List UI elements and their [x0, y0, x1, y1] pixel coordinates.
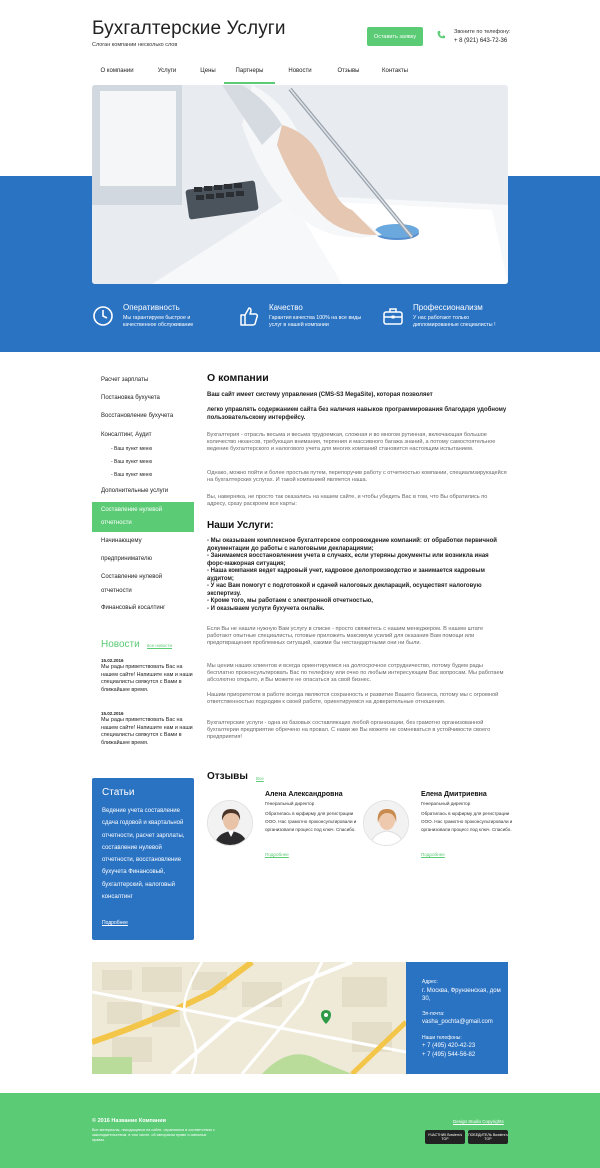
sidebar-item-label: Составление нулевой	[101, 507, 163, 513]
sidebar-item-restore[interactable]: Восстановление бухучета	[101, 413, 174, 419]
nav-item-prices[interactable]: Цены	[200, 68, 216, 74]
sidebar-item-consulting[interactable]: Консалтинг, Аудит	[101, 432, 152, 438]
paragraph: Бухгалтерия - отрасль весьма и весьма трудоемкая, сложная и во многом рутинная, включающая большое количество нюансов, требующая внимания, терпения и массивного багажа знаний, а потому самостоятельное ведение бухгалтерского и налогового учета для многих компаний становится настоящим испытанием.	[207, 432, 496, 453]
news-date: 15.02.2016	[101, 711, 124, 716]
avatar	[207, 800, 253, 846]
phone-label: Звоните по телефону:	[454, 29, 511, 35]
review-card	[207, 790, 357, 862]
sidebar-item-beginner[interactable]: Начинающему	[101, 538, 142, 544]
feature-title: Качество	[269, 303, 303, 312]
page-title: О компании	[207, 372, 269, 384]
lead-text: Ваш сайт имеет систему управления (CMS-S3 MegaSite), которая позволяет	[207, 392, 433, 398]
articles-more-link[interactable]: Подробнее	[102, 920, 128, 926]
map-illustration	[92, 962, 406, 1074]
nav-item-news[interactable]: Новости	[288, 68, 312, 74]
review-text: Обратилась в юрфирму для регистрации ООО. Нас грамотно проконсультировали и организовали процесс под ключ. Спасибо.	[265, 811, 357, 832]
rating-badge[interactable]: ПОБЕДИТЕЛЬ Bowlers's TOP	[468, 1130, 508, 1144]
footer-note: Все материалы, находящиеся на сайте, охраняются в соответствии с законодательством, в том числе, об авторском праве и смежных правах	[92, 1128, 215, 1142]
avatar	[363, 800, 409, 846]
sidebar-item-payroll[interactable]: Расчет зарплаты	[101, 377, 149, 383]
sidebar-subitem[interactable]: - Ваш пункт меню	[111, 446, 153, 452]
services-title: Наши Услуги:	[207, 520, 274, 531]
lead-text: легко управлять содержанием сайта без наличия навыков программирования благодаря удобному пользовательскому интерфейсу.	[207, 407, 507, 421]
phone-number[interactable]: + 8 (921) 643-72-36	[454, 38, 508, 44]
sidebar-item-finance[interactable]: Финансовый косалтинг	[101, 605, 166, 611]
news-item[interactable]	[101, 657, 199, 694]
feature-desc: У нас работают только дипломированные специалисты !	[413, 315, 496, 328]
sidebar-subitem[interactable]: - Ваш пункт меню	[111, 472, 153, 478]
nav-item-services[interactable]: Услуги	[157, 68, 177, 74]
reviews-all-link[interactable]: Все	[256, 776, 264, 781]
nav-item-reviews[interactable]: Отзывы	[337, 68, 360, 74]
sidebar-subitem[interactable]: - Ваш пункт меню	[111, 459, 153, 465]
email-value[interactable]: vasha_pochta@gmail.com	[422, 1019, 493, 1025]
phones-label: Наши телефоны:	[422, 1035, 462, 1041]
sidebar-item-entrepreneur[interactable]: предпринимателю	[101, 556, 153, 562]
clock-icon	[92, 305, 114, 327]
phone-icon	[436, 30, 446, 40]
review-position: Генеральный директор	[265, 801, 315, 806]
articles-heading: Статьи	[102, 787, 135, 798]
news-text: Мы рады приветствовать Вас на нашем сайте! Напишите нам и наши специалисты свяжутся с Вами в ближайшее время.	[101, 664, 193, 693]
paragraph: Вы, наверняка, не просто так оказались на нашем сайте, и чтобы убедить Вас в том, что Вы обратились по адресу, сразу раскроем все карты:	[207, 494, 488, 508]
paragraph: Однако, можно пойти и более простым путем, перепоручив работу с отчетностью компании, специализирующейся на бухгалтерских услугах. И такой компанией является наша.	[207, 470, 507, 484]
sidebar-item-label: отчетности	[101, 520, 132, 526]
review-author: Елена Дмитриевна	[421, 791, 487, 798]
hero-illustration	[92, 85, 508, 284]
review-more-link[interactable]: Подробнее	[265, 852, 289, 857]
paragraph: Если Вы не нашли нужную Вам услугу в списке - просто свяжитесь с нашим менеджером. В нашем штате работают опытные специалисты, готовые приложить максимум усилий для оказания Вам помощи или предотвращения проблемных ситуаций, какими бы нестандартными они ни были.	[207, 626, 484, 647]
sidebar-item-setup[interactable]: Постановка бухучета	[101, 395, 160, 401]
articles-box	[92, 778, 194, 940]
feature-title: Оперативность	[123, 303, 180, 312]
paragraph: Мы ценим наших клиентов и всегда ориентируемся на долгосрочное сотрудничество, потому будем рады бесплатно проконсультировать Вас по телефону или очно по любым интересующим Вас вопросам. Мы работаем абсолютно открыто, и Вы можете не опасаться за свой бизнес.	[207, 663, 504, 684]
news-all-link[interactable]: все новости	[147, 643, 172, 648]
phone-2[interactable]: + 7 (495) 544-56-82	[422, 1052, 476, 1058]
location-map[interactable]	[92, 962, 406, 1074]
review-text: Обратилась в юрфирму для регистрации ООО. Нас грамотно проконсультировали и организовали процесс под ключ. Спасибо.	[421, 811, 513, 832]
email-label: Эл-почта:	[422, 1011, 445, 1017]
review-more-link[interactable]: Подробнее	[421, 852, 445, 857]
site-slogan: Слоган компании несколько слов	[92, 42, 178, 48]
features-row	[92, 300, 508, 340]
contacts-box	[406, 962, 508, 1074]
sidebar-item-zero-report-2[interactable]: отчетности	[101, 588, 132, 594]
sidebar-item-zero-report[interactable]: Составление нулевой	[101, 574, 163, 580]
review-position: Генеральный директор	[421, 801, 471, 806]
news-text: Мы рады приветствовать Вас на нашем сайте! Напишите нам и наши специалисты свяжутся с Вами в ближайшее время.	[101, 717, 193, 746]
nav-item-about[interactable]: О компании	[100, 68, 134, 74]
nav-item-contacts[interactable]: Контакты	[382, 68, 408, 74]
thumbs-up-icon	[238, 305, 260, 327]
main-nav	[92, 58, 508, 84]
design-studio-link[interactable]: Design Studio Copyrights	[453, 1119, 504, 1124]
briefcase-icon	[382, 305, 404, 327]
feature-title: Профессионализм	[413, 303, 483, 312]
reviews-heading: Отзывы	[207, 771, 248, 782]
review-card	[363, 790, 513, 862]
feature-desc: Мы гарантируем быстрое и качественное обслуживание	[123, 315, 194, 328]
hero-image	[92, 85, 508, 284]
sidebar-item-additional[interactable]: Дополнительные услуги	[101, 488, 169, 494]
paragraph: Нашим приоритетом в работе всегда являются сохранность и развитие Вашего бизнеса, потому мы с огромной ответственностью подходим к своей работе, ориентируемся на доверительные отношения.	[207, 692, 499, 706]
site-title[interactable]: Бухгалтерские Услуги	[92, 18, 286, 39]
rating-badge[interactable]: УЧАСТНИК Bowlers's TOP	[425, 1130, 465, 1144]
address-label: Адрес:	[422, 979, 438, 985]
sidebar-item-zero-report-active[interactable]	[92, 502, 194, 532]
footer	[0, 1093, 600, 1168]
order-button[interactable]: Оставить заявку	[367, 27, 423, 46]
news-date: 15.02.2016	[101, 658, 124, 663]
phone-1[interactable]: + 7 (495) 420-42-23	[422, 1043, 476, 1049]
services-list: - Мы оказываем комплексное бухгалтерское сопровождение компаний: от обработки первичной документации до работы с налоговыми декларациями; - Занимаемся восстановлением учета в случаях, если утеряны документы или возникла иная форс-мажорная ситуация; - Наша компания ведет кадровый учет, кадровое делопроизводство и занимается кадровым аудитом; - У нас Вам помогут с подготовкой и сдачей налоговых деклараций, осуществят налоговую экспертизу. - Кроме того, мы работаем с электронной отчетностью, - И оказываем услуги бухучета онлайн.	[207, 538, 497, 612]
news-item[interactable]	[101, 710, 199, 747]
address-value: г. Москва, Фрунзенская, дом 30,	[422, 988, 501, 1002]
articles-text: Ведение учета составление сдача годовой и квартальной отчетности, расчет зарплаты, составление нулевой отчетности, восстановление бухучета Финансовый, бухгалтерский, налоговый консалтинг	[102, 808, 185, 901]
nav-item-partners[interactable]: Партнеры	[224, 58, 275, 84]
news-heading: Новости	[101, 639, 140, 650]
paragraph: Бухгалтерские услуги - одна из базовых составляющих любой организации, без грамотно организованной бухгалтерии предприятие обречено на провал. С нами же Вы можете не сомневаться в устойчивости своего предприятия!	[207, 720, 491, 741]
review-author: Алена Александровна	[265, 791, 343, 798]
feature-desc: Гарантия качества 100% на все виды услуг в нашей компании	[269, 315, 362, 328]
copyright: © 2016 Название Компании	[92, 1118, 167, 1124]
